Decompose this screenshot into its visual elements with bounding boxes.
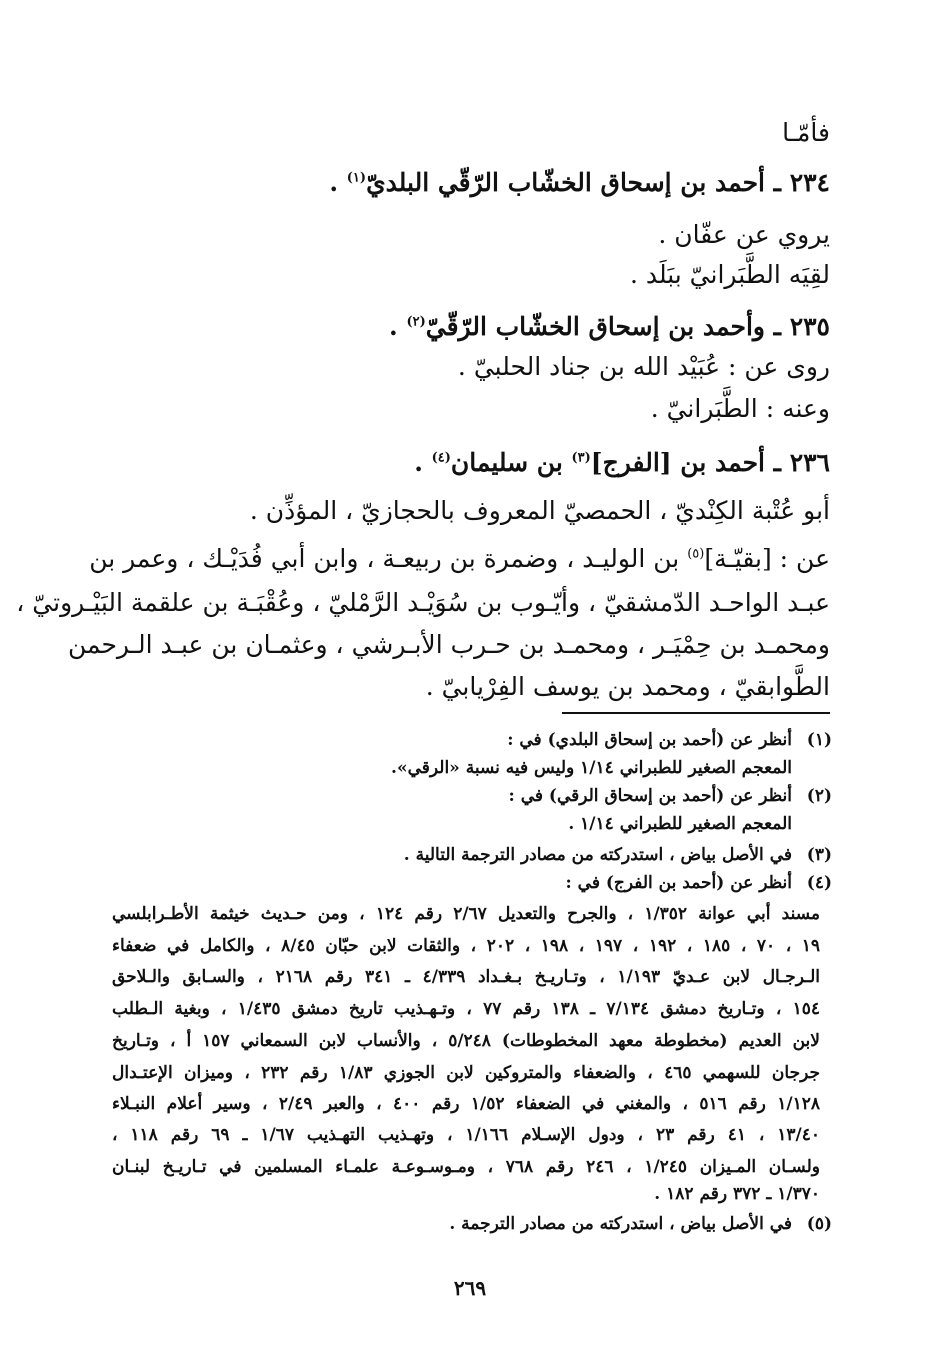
paragraph-line: الطَّوابقيّ ، ومحمد بن يوسف الفِرْيابيّ . [425, 672, 830, 701]
footnote-number: (٣) [806, 845, 832, 865]
paragraph-text: بن الوليـد ، وضمرة بن ربيعـة ، وابن أبي فُدَيْـك ، وعمر بن [89, 544, 688, 573]
footnote-text: المعجم الصغير للطبراني ١/١٤ وليس فيه نسبة «الرقي». [391, 758, 792, 778]
footnote-marker: (٥) [687, 546, 705, 562]
entry-heading-text: بن سليمان [450, 448, 572, 477]
entry-heading [329, 168, 830, 198]
footnote-4-line: ١٥٤ ، وتـاريخ دمشق ٧/١٣٤ ـ ١٣٨ رقم ٧٧ ، وتـهـذيب تاريخ دمشق ١/٤٣٥ ، وبغية الـطلب [112, 999, 821, 1019]
footnote-text: أنظر عن (أحمد بن الفرج) في : [565, 873, 792, 893]
footnote-number: (٢) [806, 786, 832, 806]
paragraph-line: عبـد الواحـد الدّمشقيّ ، وأيّـوب بن سُوَيْـد الرَّمْليّ ، وعُقْبَـة بن علقمة البَيْـروتيّ ، [16, 588, 830, 617]
footnote-marker: (٣) [571, 450, 591, 466]
footnote-text: المعجم الصغير للطبراني ١/١٤ . [568, 814, 792, 834]
footnote-5 [449, 1214, 832, 1234]
footnote-4-line: ١/٣٧٠ ـ ٣٧٢ رقم ١٨٢ . [654, 1184, 820, 1204]
footnote-separator [562, 712, 830, 714]
heading-end: . [414, 448, 432, 477]
footnote-text: أنظر عن (أحمد بن إسحاق الرقي) في : [508, 786, 792, 806]
entry-heading [389, 312, 830, 342]
page-number: ٢٦٩ [453, 1276, 487, 1300]
paragraph-line [89, 544, 830, 574]
footnote-number: (١) [806, 730, 832, 750]
footnote-4-line: لابن العديم (مخطوطة معهد المخطوطات) ٥/٢٤٨ ، والأنساب لابن السمعاني ١٥٧ أ ، وتـاريخ [112, 1031, 820, 1051]
footnote-1 [507, 730, 832, 750]
entry-heading-text: ٢٣٤ ـ أحمد بن إسحاق الخشّاب الرّقّي البلديّ [366, 168, 830, 197]
footnote-number: (٥) [806, 1214, 832, 1234]
entry-line: وعنه : الطَّبَرانيّ . [650, 394, 830, 423]
entry-line: يروي عن عفّان . [658, 220, 830, 249]
entry-heading-text: ٢٣٥ ـ وأحمد بن إسحاق الخشّاب الرّقّيّ [425, 312, 830, 341]
footnote-3 [404, 845, 832, 865]
footnote-marker: (٢) [406, 314, 426, 330]
footnote-2 [509, 786, 833, 806]
heading-end: . [329, 168, 347, 197]
footnote-4-line: ١٩ ، ٧٠ ، ١٨٥ ، ١٩٢ ، ١٩٧ ، ١٩٨ ، ٢٠٢ ، والثقات لابن حبّان ٨/٤٥ ، والكامل في ضعفاء [112, 936, 821, 956]
footnote-text: في الأصل بياض ، استدركته من مصادر الترجمة . [449, 1214, 792, 1234]
footnote-4-line: مسند أبي عوانة ١/٣٥٢ ، والجرح والتعديل ٢/٦٧ رقم ١٢٤ ، ومن حـديث خيثمة الأطـرابلسي [112, 904, 820, 924]
footnote-4-line: ولسـان المـيزان ١/٢٤٥ ، ٢٤٦ رقم ٧٦٨ ، ومـوسـوعـة علمـاء المسلمين في تـاريـخ لبنـان [112, 1157, 820, 1177]
footnote-marker: (٤) [431, 450, 451, 466]
footnote-4 [565, 873, 832, 893]
footnote-text: أنظر عن (أحمد بن إسحاق البلدي) في : [507, 730, 792, 750]
footnote-marker: (١) [346, 170, 367, 186]
entry-heading-text: ٢٣٦ ـ أحمد بن [الفرج] [590, 448, 830, 477]
paragraph-text: عن : [بقيّـة] [704, 544, 830, 573]
footnote-4-line: الـرجـال لابن عـديّ ١/١٩٣ ، وتـاريـخ بـغـداد ٤/٣٣٩ ـ ٣٤١ رقم ٢١٦٨ ، والسـابق والـلاحق [112, 967, 820, 987]
footnote-number: (٤) [806, 873, 832, 893]
footnote-4-line: ١٣/٤٠ ، ٤١ رقم ٢٣ ، ودول الإسـلام ١/١٦٦ ، وتهـذيب التهـذيب ١/٦٧ ـ ٦٩ رقم ١١٨ ، [112, 1125, 820, 1145]
footnote-text: في الأصل بياض ، استدركته من مصادر الترجمة التالية . [403, 845, 792, 865]
footnote-4-line: ١/١٢٨ رقم ٥١٦ ، والمغني في الضعفاء ١/٥٢ رقم ٤٠٠ ، والعبر ٢/٤٩ ، وسير أعلام النبـلاء [112, 1094, 820, 1114]
entry-line: لقِيَه الطَّبَرانيّ ببَلَد . [629, 260, 830, 289]
entry-line: أبو عُتْبة الكِنْديّ ، الحمصيّ المعروف بالحجازيّ ، المؤذِّن . [249, 496, 830, 525]
footnote-4-line: جرجان للسهمي ٤٦٥ ، والضعفاء والمتروكين لابن الجوزي ١/٨٣ رقم ٢٣٢ ، وميزان الإعتـدال [112, 1063, 820, 1083]
heading-end: . [389, 312, 407, 341]
entry-heading [414, 448, 830, 478]
section-intro: فأمّـا [782, 118, 830, 147]
paragraph-line: ومحمـد بن حِمْيَـر ، ومحمـد بن حـرب الأبـرشي ، وعثمـان بن عبـد الـرحمن [67, 630, 830, 659]
entry-line: روى عن : عُبَيْد الله بن جناد الحلبيّ . [457, 352, 830, 381]
